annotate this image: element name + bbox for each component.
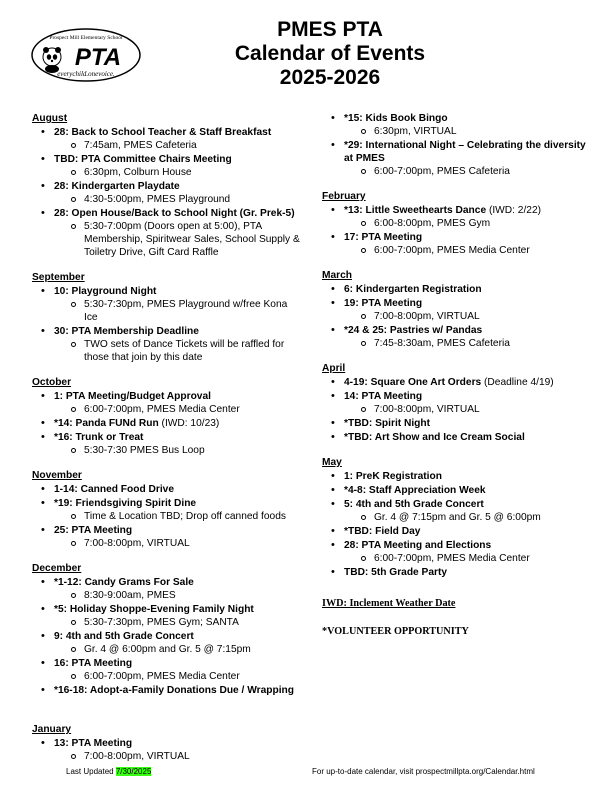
event-item xyxy=(322,431,592,444)
event-details xyxy=(344,511,592,524)
event-note: (IWD: 2/22) xyxy=(486,205,542,216)
event-item xyxy=(32,737,302,763)
event-list xyxy=(32,576,302,697)
event-title: 14: PTA Meeting xyxy=(344,391,423,402)
logo-school-name: Prospect Mill Elementary School xyxy=(49,35,123,41)
event-detail: 5:30-7:30 PMES Bus Loop xyxy=(54,444,302,457)
event-details xyxy=(54,298,302,324)
event-title: 1-14: Canned Food Drive xyxy=(54,484,175,495)
event-detail: 7:45am, PMES Cafeteria xyxy=(54,139,302,152)
event-item xyxy=(32,684,302,697)
title-line-1: PMES PTA xyxy=(277,18,383,41)
month-section xyxy=(32,376,302,457)
right-column xyxy=(322,112,592,591)
event-item xyxy=(322,539,592,565)
event-details xyxy=(54,403,302,416)
event-details xyxy=(344,125,592,138)
event-details xyxy=(54,670,302,683)
page-title xyxy=(150,18,510,90)
event-title: TBD: 5th Grade Party xyxy=(344,567,448,578)
event-detail: 5:30-7:00pm (Doors open at 5:00), PTA Membership, Spiritwear Sales, School Supply & Toiletry Drive, Gift Card Raffle xyxy=(54,220,302,259)
event-detail: 7:00-8:00pm, VIRTUAL xyxy=(54,750,302,763)
event-detail: Gr. 4 @ 7:15pm and Gr. 5 @ 6:00pm xyxy=(344,511,592,524)
event-item xyxy=(32,657,302,683)
event-detail: 6:00-7:00pm, PMES Media Center xyxy=(344,244,592,257)
title-line-2: Calendar of Events xyxy=(234,42,426,65)
month-section xyxy=(322,269,592,350)
event-list xyxy=(32,390,302,457)
month-heading: January xyxy=(32,724,72,735)
event-item xyxy=(32,180,302,206)
event-title: *14: Panda FUNd Run xyxy=(54,418,159,429)
event-details xyxy=(54,444,302,457)
event-item xyxy=(322,112,592,138)
event-title: 28: PTA Meeting and Elections xyxy=(344,540,492,551)
event-title: 28: Open House/Back to School Night (Gr. Prek-5) xyxy=(54,208,295,219)
event-title: *13: Little Sweethearts Dance xyxy=(344,205,487,216)
event-item xyxy=(322,283,592,296)
event-item xyxy=(32,431,302,457)
event-title: *TBD: Spirit Night xyxy=(344,418,431,429)
event-title: 9: 4th and 5th Grade Concert xyxy=(54,631,194,642)
month-heading: September xyxy=(32,272,85,283)
event-details xyxy=(344,165,592,178)
event-item xyxy=(322,417,592,430)
event-list xyxy=(32,126,302,259)
event-item xyxy=(322,566,592,579)
event-detail: 6:00-7:00pm, PMES Media Center xyxy=(344,552,592,565)
event-item xyxy=(32,126,302,152)
event-title: *TBD: Art Show and Ice Cream Social xyxy=(344,432,525,443)
event-detail: 7:45-8:30am, PMES Cafeteria xyxy=(344,337,592,350)
event-details xyxy=(344,217,592,230)
event-title: 6: Kindergarten Registration xyxy=(344,284,482,295)
event-title: *16-18: Adopt-a-Family Donations Due / Wrapping xyxy=(54,685,294,696)
event-list xyxy=(32,483,302,550)
event-item xyxy=(322,484,592,497)
event-item xyxy=(32,285,302,324)
event-details xyxy=(54,510,302,523)
footer-calendar-link[interactable]: For up-to-date calendar, visit prospectmillpta.org/Calendar.html xyxy=(312,767,535,776)
event-details xyxy=(344,403,592,416)
event-item xyxy=(322,204,592,230)
event-detail: 7:00-8:00pm, VIRTUAL xyxy=(344,403,592,416)
event-detail: 6:00-7:00pm, PMES Media Center xyxy=(54,403,302,416)
event-title: *TBD: Field Day xyxy=(344,526,421,537)
event-details xyxy=(54,616,302,629)
event-title: *15: Kids Book Bingo xyxy=(344,113,448,124)
month-section xyxy=(32,723,302,763)
event-details xyxy=(344,244,592,257)
event-details xyxy=(54,139,302,152)
event-title: 1: PTA Meeting/Budget Approval xyxy=(54,391,211,402)
month-heading: December xyxy=(32,563,82,574)
event-title: *19: Friendsgiving Spirit Dine xyxy=(54,498,197,509)
event-item xyxy=(322,297,592,323)
event-title: 16: PTA Meeting xyxy=(54,658,133,669)
event-item xyxy=(322,231,592,257)
event-title: *5: Holiday Shoppe-Evening Family Night xyxy=(54,604,254,615)
event-detail: 6:30pm, Colburn House xyxy=(54,166,302,179)
event-list xyxy=(322,112,592,178)
footer-updated-label: Last Updated xyxy=(66,767,116,776)
month-heading: November xyxy=(32,470,82,481)
event-list xyxy=(32,285,302,364)
month-section xyxy=(32,562,302,697)
legend-iwd: IWD: Inclement Weather Date xyxy=(322,598,456,609)
event-list xyxy=(322,204,592,257)
event-details xyxy=(54,220,302,259)
month-heading: March xyxy=(322,270,353,281)
month-heading: April xyxy=(322,363,346,374)
month-heading: August xyxy=(32,113,68,124)
event-detail: 6:00-7:00pm, PMES Cafeteria xyxy=(344,165,592,178)
event-item xyxy=(32,207,302,259)
event-details xyxy=(344,337,592,350)
event-item xyxy=(322,324,592,350)
event-title: 1: PreK Registration xyxy=(344,471,442,482)
event-title: 30: PTA Membership Deadline xyxy=(54,326,199,337)
event-detail: Gr. 4 @ 6:00pm and Gr. 5 @ 7:15pm xyxy=(54,643,302,656)
month-section xyxy=(322,190,592,257)
event-item xyxy=(32,630,302,656)
month-section xyxy=(322,112,592,178)
event-item xyxy=(32,153,302,179)
event-detail: Time & Location TBD; Drop off canned foods xyxy=(54,510,302,523)
event-details xyxy=(54,193,302,206)
event-item xyxy=(32,417,302,430)
event-item xyxy=(322,390,592,416)
event-item xyxy=(32,603,302,629)
event-title: 5: 4th and 5th Grade Concert xyxy=(344,499,484,510)
event-details xyxy=(54,643,302,656)
event-item xyxy=(322,525,592,538)
footer-updated-date: 7/30/2025 xyxy=(115,767,152,776)
event-list xyxy=(322,470,592,579)
event-detail: 5:30-7:30pm, PMES Gym; SANTA xyxy=(54,616,302,629)
event-title: 25: PTA Meeting xyxy=(54,525,133,536)
event-title: 17: PTA Meeting xyxy=(344,232,423,243)
pta-logo xyxy=(30,27,142,83)
event-item xyxy=(32,390,302,416)
event-details xyxy=(54,166,302,179)
event-detail: 7:00-8:00pm, VIRTUAL xyxy=(54,537,302,550)
title-line-3: 2025-2026 xyxy=(279,66,381,89)
month-section xyxy=(32,112,302,259)
event-item xyxy=(32,483,302,496)
event-title: *16: Trunk or Treat xyxy=(54,432,144,443)
month-section xyxy=(322,456,592,579)
event-item xyxy=(322,376,592,389)
event-title: *24 & 25: Pastries w/ Pandas xyxy=(344,325,483,336)
event-note: (Deadline 4/19) xyxy=(481,377,554,388)
event-detail: 6:00-7:00pm, PMES Media Center xyxy=(54,670,302,683)
event-title: 4-19: Square One Art Orders xyxy=(344,377,482,388)
event-details xyxy=(344,310,592,323)
event-details xyxy=(54,537,302,550)
month-section xyxy=(32,469,302,550)
event-item xyxy=(32,325,302,364)
event-title: *4-8: Staff Appreciation Week xyxy=(344,485,486,496)
event-detail: 6:00-8:00pm, PMES Gym xyxy=(344,217,592,230)
legend-volunteer: *VOLUNTEER OPPORTUNITY xyxy=(322,626,469,637)
event-item xyxy=(322,139,592,178)
event-note: (IWD: 10/23) xyxy=(158,418,220,429)
event-details xyxy=(54,338,302,364)
event-details xyxy=(344,552,592,565)
event-item xyxy=(322,498,592,524)
event-title: 19: PTA Meeting xyxy=(344,298,423,309)
event-title: 28: Back to School Teacher & Staff Breakfast xyxy=(54,127,272,138)
event-item xyxy=(32,576,302,602)
event-detail: 6:30pm, VIRTUAL xyxy=(344,125,592,138)
event-title: *29: International Night – Celebrating the diversity at PMES xyxy=(344,140,586,164)
event-details xyxy=(54,589,302,602)
event-title: 10: Playground Night xyxy=(54,286,157,297)
event-title: 13: PTA Meeting xyxy=(54,738,133,749)
event-details xyxy=(54,750,302,763)
event-detail: 7:00-8:00pm, VIRTUAL xyxy=(344,310,592,323)
event-detail: 5:30-7:30pm, PMES Playground w/free Kona Ice xyxy=(54,298,302,324)
footer-last-updated xyxy=(66,767,151,776)
logo-mark: PTA xyxy=(74,44,122,71)
logo-tagline: everychild.onevoice. xyxy=(57,70,115,78)
month-heading: May xyxy=(322,457,342,468)
month-section xyxy=(322,362,592,444)
event-list xyxy=(322,376,592,444)
event-item xyxy=(32,497,302,523)
month-heading: October xyxy=(32,377,72,388)
event-title: TBD: PTA Committee Chairs Meeting xyxy=(54,154,232,165)
left-column xyxy=(32,112,302,775)
event-detail: TWO sets of Dance Tickets will be raffled for those that join by this date xyxy=(54,338,302,364)
month-heading: February xyxy=(322,191,366,202)
event-detail: 8:30-9:00am, PMES xyxy=(54,589,302,602)
event-item xyxy=(32,524,302,550)
event-title: 28: Kindergarten Playdate xyxy=(54,181,180,192)
event-item xyxy=(322,470,592,483)
event-list xyxy=(322,283,592,350)
event-detail: 4:30-5:00pm, PMES Playground xyxy=(54,193,302,206)
month-section xyxy=(32,271,302,364)
event-list xyxy=(32,737,302,763)
column-spacer xyxy=(32,709,302,723)
event-title: *1-12: Candy Grams For Sale xyxy=(54,577,194,588)
